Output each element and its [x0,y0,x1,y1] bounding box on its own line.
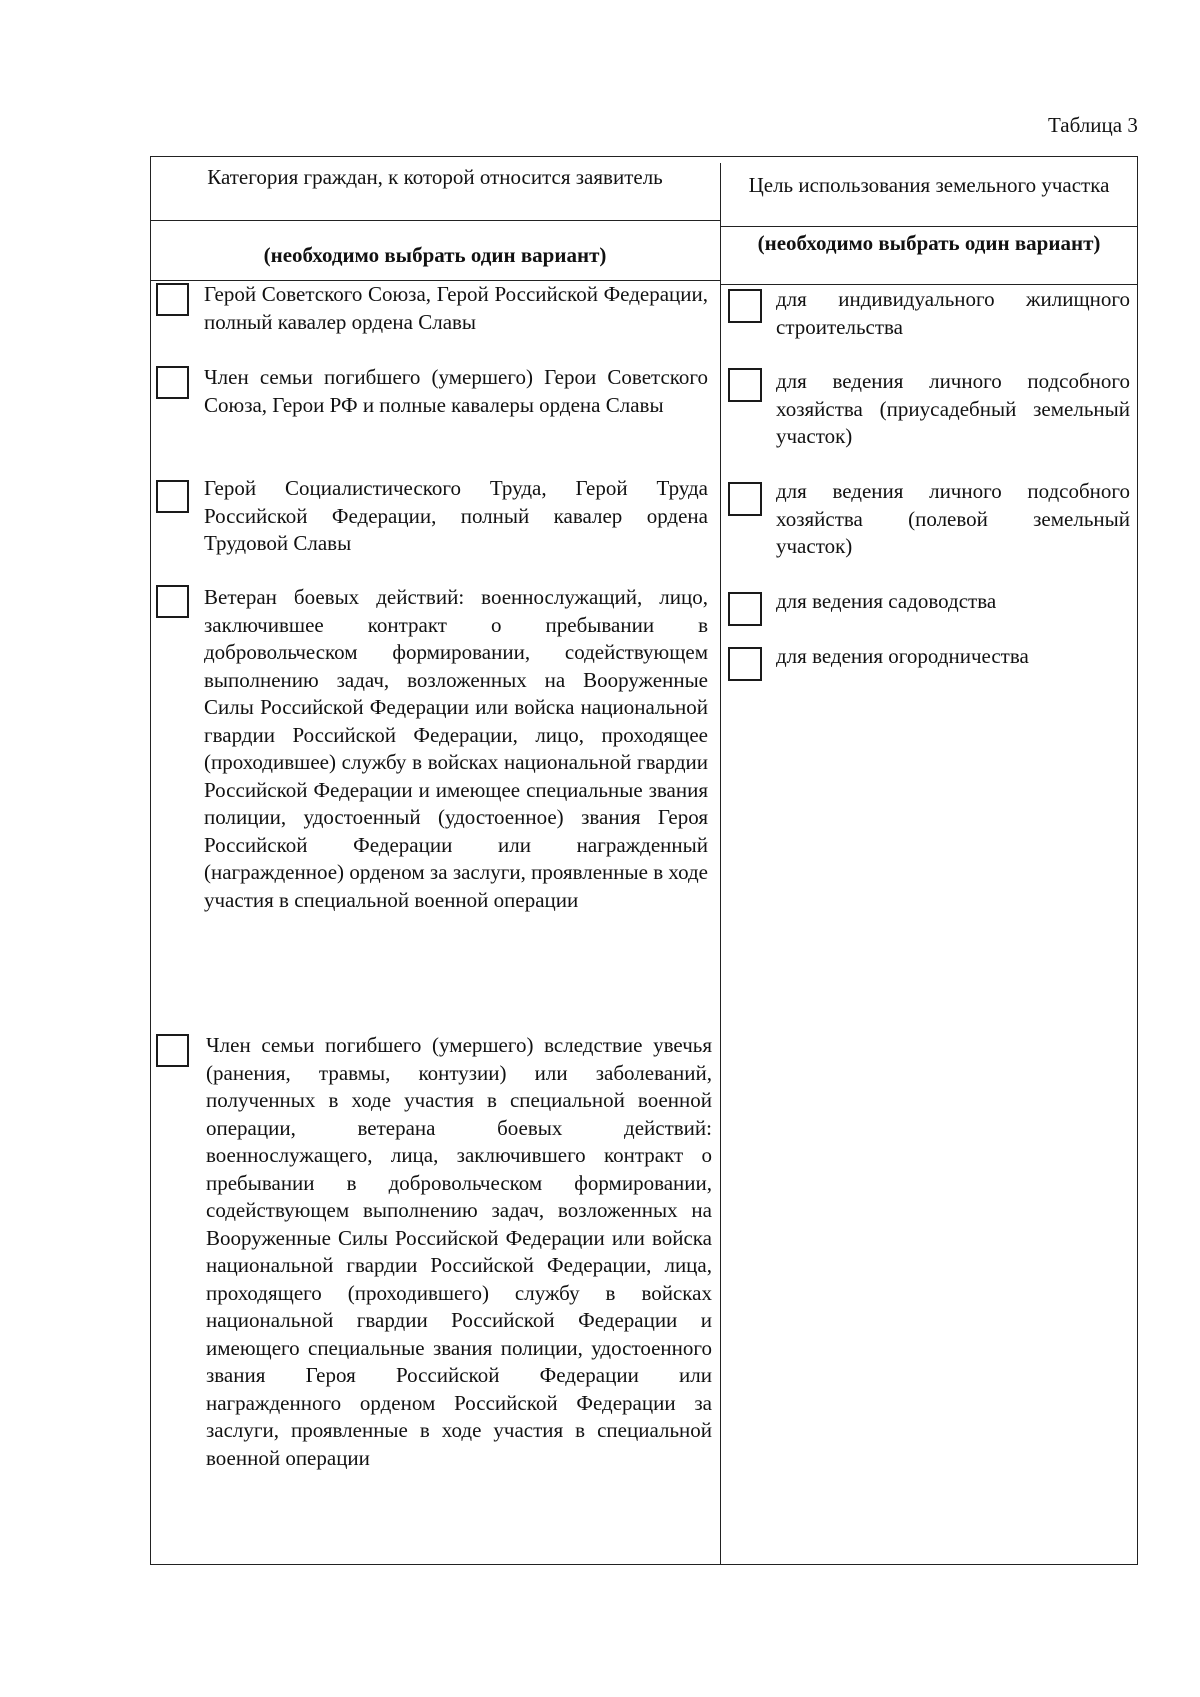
category-checkbox-1[interactable] [156,283,189,316]
column-divider [720,163,721,1565]
category-label-1: Герой Советского Союза, Герой Российской Федерации, полный кавалер ордена Славы [204,282,708,334]
category-column-header: Категория граждан, к которой относится заявитель [207,165,663,189]
category-checkbox-4[interactable] [156,585,189,618]
purpose-column-header: Цель использования земельного участка [748,173,1110,197]
header-divider-left [150,220,720,221]
note-divider-right [720,284,1138,285]
purpose-label-4: для ведения садоводства [776,589,997,613]
purpose-label-5: для ведения огородничества [776,644,1029,668]
purpose-checkbox-2[interactable] [728,368,762,402]
purpose-label-2: для ведения личного подсобного хозяйства (приусадебный земельный участок) [776,369,1130,448]
category-checkbox-3[interactable] [156,480,189,513]
header-divider-right [720,226,1138,227]
table-caption: Таблица 3 [1048,113,1138,137]
purpose-checkbox-3[interactable] [728,482,762,516]
category-label-2: Член семьи погибшего (умершего) Герои Советского Союза, Герои РФ и полные кавалеры ордена Славы [204,365,708,417]
purpose-checkbox-5[interactable] [728,647,762,681]
purpose-select-note: (необходимо выбрать один вариант) [757,231,1101,255]
purpose-checkbox-1[interactable] [728,289,762,323]
category-label-4: Ветеран боевых действий: военнослужащий, лицо, заключившее контракт о пребывании в добровольческом формировании, содействующем выполнению задач, возложенных на Вооруженные Силы Российской Федерации или войска национальной гвардии Российской Федерации, лицо, проходящее (проходившее) службу в войсках национальной гвардии Российской Федерации и имеющее специальные звания полиции, удостоенный (удостоенное) звания Героя Российской Федерации или награжденный (награжденное) орденом за заслуги, проявленные в ходе участия в специальной военной операции [204,585,708,912]
category-checkbox-5[interactable] [156,1034,189,1067]
category-checkbox-2[interactable] [156,366,189,399]
purpose-label-1: для индивидуального жилищного строительства [776,287,1130,339]
purpose-label-3: для ведения личного подсобного хозяйства (полевой земельный участок) [776,479,1130,558]
category-label-3: Герой Социалистического Труда, Герой Труда Российской Федерации, полный кавалер ордена Трудовой Славы [204,476,708,555]
category-select-note: (необходимо выбрать один вариант) [263,243,607,267]
purpose-checkbox-4[interactable] [728,592,762,626]
category-label-5: Член семьи погибшего (умершего) вследствие увечья (ранения, травмы, контузии) или заболеваний, полученных в ходе участия в специальной военной операции, ветерана боевых действий: военнослужащего, лица, заключившего контракт о пребывании в добровольческом формировании, содействующем выполнению задач, возложенных на Вооруженные Силы Российской Федерации или войска национальной гвардии Российской Федерации, лица, проходящего (проходившего) службу в войсках национальной гвардии Российской Федерации и имеющего специальные звания полиции, удостоенного звания Героя Российской Федерации или награжденного орденом Российской Федерации за заслуги, проявленные в ходе участия в специальной военной операции [206,1033,712,1470]
